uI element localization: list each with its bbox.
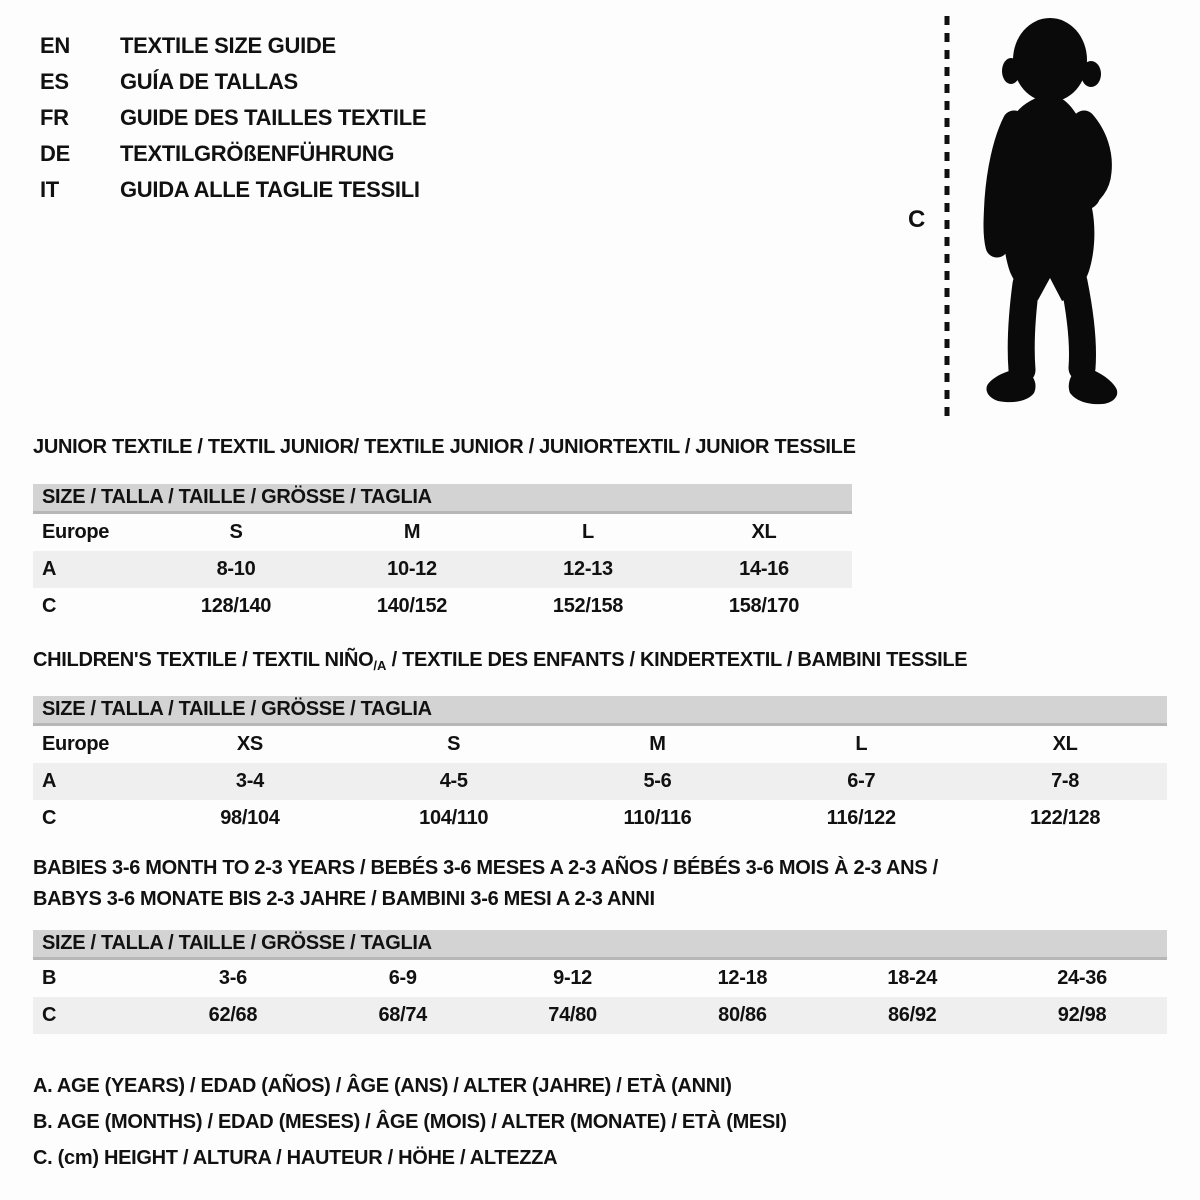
- row-label: C: [42, 1004, 57, 1026]
- legend-height-cm: C. (cm) HEIGHT / ALTURA / HAUTEUR / HÖHE / ALTEZZA: [33, 1147, 558, 1169]
- section-junior-textile: [33, 436, 856, 625]
- value-cell: 104/110: [419, 807, 489, 829]
- size-cell: M: [649, 733, 666, 755]
- table-row-age-years: [33, 763, 1167, 800]
- size-header-bar: SIZE / TALLA / TAILLE / GRÖSSE / TAGLIA: [33, 484, 852, 514]
- legend-age-years: A. AGE (YEARS) / EDAD (AÑOS) / ÂGE (ANS) / ALTER (JAHRE) / ETÀ (ANNI): [33, 1075, 732, 1097]
- language-code: ES: [40, 69, 69, 94]
- height-measure-label: C: [908, 206, 926, 233]
- value-cell: 5-6: [643, 770, 672, 792]
- guide-title: TEXTILE SIZE GUIDE: [120, 33, 336, 58]
- language-code: EN: [40, 33, 70, 58]
- row-label: Europe: [42, 733, 110, 755]
- toddler-silhouette-icon: [956, 12, 1140, 424]
- table-row-height-cm: [33, 997, 1167, 1034]
- value-cell: 74/80: [548, 1004, 597, 1026]
- value-cell: 7-8: [1051, 770, 1080, 792]
- value-cell: 9-12: [553, 967, 592, 989]
- section-children-textile: [33, 650, 1167, 837]
- table-row-age-years: [33, 551, 852, 588]
- guide-title: GUIDA ALLE TAGLIE TESSILI: [120, 177, 420, 202]
- value-cell: 14-16: [739, 558, 789, 580]
- value-cell: 12-13: [563, 558, 613, 580]
- value-cell: 3-6: [218, 967, 247, 989]
- value-cell: 122/128: [1029, 807, 1101, 829]
- value-cell: 18-24: [887, 967, 938, 989]
- row-label: Europe: [42, 521, 110, 543]
- title-subscript: /A: [373, 658, 387, 673]
- value-cell: 128/140: [200, 595, 272, 617]
- language-row: [40, 100, 426, 136]
- section-title-line2: BABYS 3-6 MONATE BIS 2-3 JAHRE / BAMBINI 3-6 MESI A 2-3 ANNI: [33, 888, 655, 910]
- table-row-height-cm: [33, 588, 852, 625]
- value-cell: 4-5: [439, 770, 468, 792]
- value-cell: 6-9: [388, 967, 417, 989]
- value-cell: 140/152: [376, 595, 448, 617]
- size-cell: L: [582, 521, 594, 543]
- row-label: B: [42, 967, 57, 989]
- value-cell: 116/122: [826, 807, 896, 829]
- height-dashed-line: [944, 16, 950, 418]
- value-cell: 98/104: [220, 807, 280, 829]
- title-part: CHILDREN'S TEXTILE / TEXTIL NIÑO: [33, 649, 374, 671]
- size-cell: XL: [751, 521, 777, 543]
- value-cell: 3-4: [235, 770, 264, 792]
- guide-title: TEXTILGRÖßENFÜHRUNG: [120, 141, 395, 166]
- table-row-age-months: [33, 960, 1167, 997]
- value-cell: 158/170: [728, 595, 800, 617]
- title-part: / TEXTILE DES ENFANTS / KINDERTEXTIL / BAMBINI TESSILE: [386, 649, 968, 671]
- language-row: [40, 136, 426, 172]
- legend-age-months: B. AGE (MONTHS) / EDAD (MESES) / ÂGE (MOIS) / ALTER (MONATE) / ETÀ (MESI): [33, 1111, 787, 1133]
- language-code: IT: [40, 177, 59, 202]
- section-title-line1: BABIES 3-6 MONTH TO 2-3 YEARS / BEBÉS 3-6 MESES A 2-3 AÑOS / BÉBÉS 3-6 MOIS À 2-3 ANS /: [33, 857, 938, 879]
- guide-title: GUIDE DES TAILLES TEXTILE: [120, 105, 427, 130]
- row-label: C: [42, 595, 57, 617]
- size-cell: S: [447, 733, 461, 755]
- size-header-bar: SIZE / TALLA / TAILLE / GRÖSSE / TAGLIA: [33, 930, 1167, 960]
- language-row: [40, 172, 426, 208]
- row-label: A: [42, 770, 57, 792]
- table-row-height-cm: [33, 800, 1167, 837]
- language-code: DE: [40, 141, 70, 166]
- value-cell: 62/68: [208, 1004, 258, 1026]
- value-cell: 12-18: [717, 967, 768, 989]
- size-cell: S: [229, 521, 243, 543]
- section-babies-textile: [33, 853, 1167, 1034]
- value-cell: 110/116: [623, 807, 692, 829]
- value-cell: 10-12: [387, 558, 437, 580]
- language-code: FR: [40, 105, 69, 130]
- section-title: [33, 650, 1167, 676]
- value-cell: 80/86: [718, 1004, 767, 1026]
- row-label: A: [42, 558, 57, 580]
- size-cell: M: [403, 521, 421, 543]
- value-cell: 6-7: [847, 770, 876, 792]
- language-row: [40, 28, 426, 64]
- measure-legend: [33, 1068, 787, 1176]
- language-row: [40, 64, 426, 100]
- table-row-europe: [33, 514, 852, 551]
- size-cell: XL: [1052, 733, 1078, 755]
- value-cell: 8-10: [216, 558, 256, 580]
- value-cell: 86/92: [887, 1004, 937, 1026]
- language-title-list: [40, 28, 426, 208]
- value-cell: 92/98: [1057, 1004, 1107, 1026]
- value-cell: 152/158: [552, 595, 624, 617]
- value-cell: 24-36: [1057, 967, 1107, 989]
- guide-title: GUÍA DE TALLAS: [120, 69, 298, 94]
- table-row-europe: [33, 726, 1167, 763]
- row-label: C: [42, 807, 57, 829]
- value-cell: 68/74: [378, 1004, 428, 1026]
- section-title: JUNIOR TEXTILE / TEXTIL JUNIOR/ TEXTILE JUNIOR / JUNIORTEXTIL / JUNIOR TESSILE: [33, 436, 856, 458]
- size-header-bar: SIZE / TALLA / TAILLE / GRÖSSE / TAGLIA: [33, 696, 1167, 726]
- size-cell: L: [855, 733, 868, 755]
- size-cell: XS: [236, 733, 263, 755]
